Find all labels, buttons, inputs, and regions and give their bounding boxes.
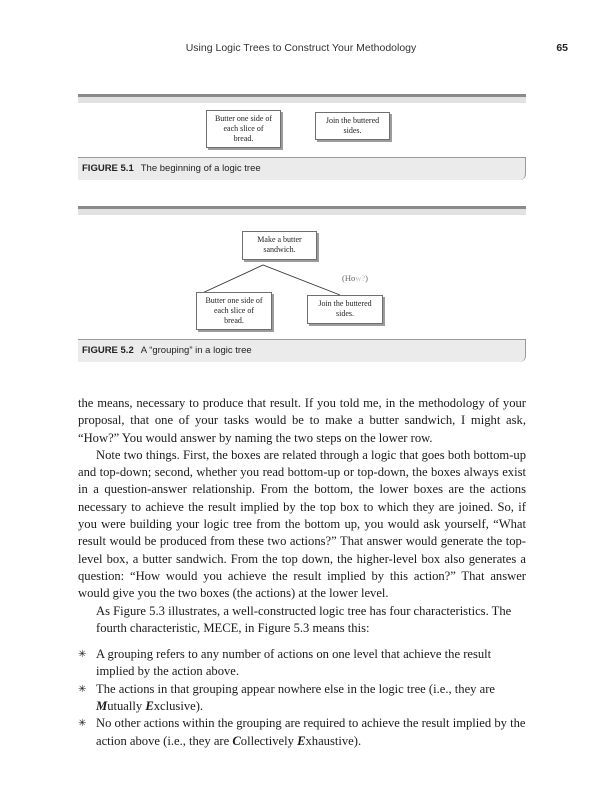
list-item-text: ollectively xyxy=(240,733,298,748)
paragraph: Note two things. First, the boxes are related through a logic that goes both bottom-up and top-down; second, whether you read bottom-up or top-down, the boxes always exist in a question-answer relationship. From the bottom, the lower boxes are the actions necessary to achieve the result implied by the top box to which they are joined. So, if you were building your logic tree from the bottom up, you would ask yourself, “What result would be produced from these two actions?” That answer would generate the top-level box, a butter sandwich. From the top down, the higher-level box also generates a question: “How would you achieve the result implied by this action?” That answer would give you the two boxes (the actions) at the lower level. xyxy=(78,447,526,601)
list-item-text: A grouping refers to any number of actions on one level that achieve the result implied by the action above. xyxy=(96,647,492,679)
how-text: (Ho xyxy=(342,273,356,283)
box-join-sides xyxy=(307,295,383,324)
figure-label: FIGURE 5.2 xyxy=(82,345,134,356)
list-item xyxy=(78,646,526,681)
list-item-text: utually xyxy=(107,699,146,714)
emphasis-letter: E xyxy=(145,699,154,714)
figure-5-1 xyxy=(78,94,526,184)
figure-caption-bar xyxy=(78,157,526,180)
box-line: sides. xyxy=(343,126,362,135)
running-head xyxy=(0,42,602,58)
how-annotation xyxy=(342,273,368,283)
running-title: Using Logic Trees to Construct Your Methodology xyxy=(185,42,417,54)
list-item-text: xclusive). xyxy=(153,699,204,714)
box-line: each slice of xyxy=(223,124,264,133)
figure-caption xyxy=(82,163,261,174)
emphasis-letter: M xyxy=(96,699,108,714)
box-line: Make a butter xyxy=(257,235,302,244)
how-text-faint: w? xyxy=(355,273,366,283)
connector-line xyxy=(198,265,340,295)
box-join-sides xyxy=(315,112,390,140)
box-line: sides. xyxy=(336,309,354,318)
mece-list xyxy=(78,646,526,750)
list-item-text: xhaustive). xyxy=(305,733,362,748)
box-butter-bread xyxy=(206,110,281,148)
bullet-asterisk-icon: ✳ xyxy=(78,649,87,661)
page-number: 65 xyxy=(556,42,568,54)
box-line: Butter one side of xyxy=(214,114,273,123)
how-text-close: ) xyxy=(365,273,368,283)
list-item xyxy=(78,681,526,716)
box-line: sandwich. xyxy=(263,245,296,254)
body-text xyxy=(78,395,526,750)
box-line: each slice of xyxy=(214,306,254,315)
bullet-asterisk-icon: ✳ xyxy=(78,718,87,730)
box-line: bread. xyxy=(233,134,254,143)
paragraph: the means, necessary to produce that result. If you told me, in the methodology of your proposal, that one of your tasks would be to make a butter sandwich, I might ask, “How?” You would answer by naming the two steps on the lower row. xyxy=(78,396,526,445)
emphasis-letter: E xyxy=(297,733,306,748)
list-item xyxy=(78,715,526,750)
figure-5-2 xyxy=(78,206,526,362)
figure-caption xyxy=(82,345,252,356)
list-item-text: No other actions within the grouping are required to achieve the result implied by the action above (i.e., they are xyxy=(96,716,526,748)
box-line: Join the buttered xyxy=(318,299,372,308)
paragraph: As Figure 5.3 illustrates, a well-constructed logic tree has four characteristics. The fourth characteristic, MECE, in Figure 5.3 means this: xyxy=(96,603,512,635)
box-line: Butter one side of xyxy=(205,296,263,305)
figure-caption-text: A “grouping” in a logic tree xyxy=(140,345,252,356)
box-butter-bread xyxy=(196,292,272,330)
emphasis-letter: C xyxy=(232,733,241,748)
figure-top-bar xyxy=(78,94,526,103)
figure-caption-text: The beginning of a logic tree xyxy=(140,163,261,174)
list-item-text: The actions in that grouping appear nowhere else in the logic tree (i.e., they are xyxy=(96,681,495,696)
box-make-sandwich xyxy=(242,231,317,260)
bullet-asterisk-icon: ✳ xyxy=(78,683,87,695)
box-line: bread. xyxy=(224,316,244,325)
figure-label: FIGURE 5.1 xyxy=(82,163,134,174)
figure-caption-bar xyxy=(78,339,526,362)
box-line: Join the buttered xyxy=(325,116,380,125)
